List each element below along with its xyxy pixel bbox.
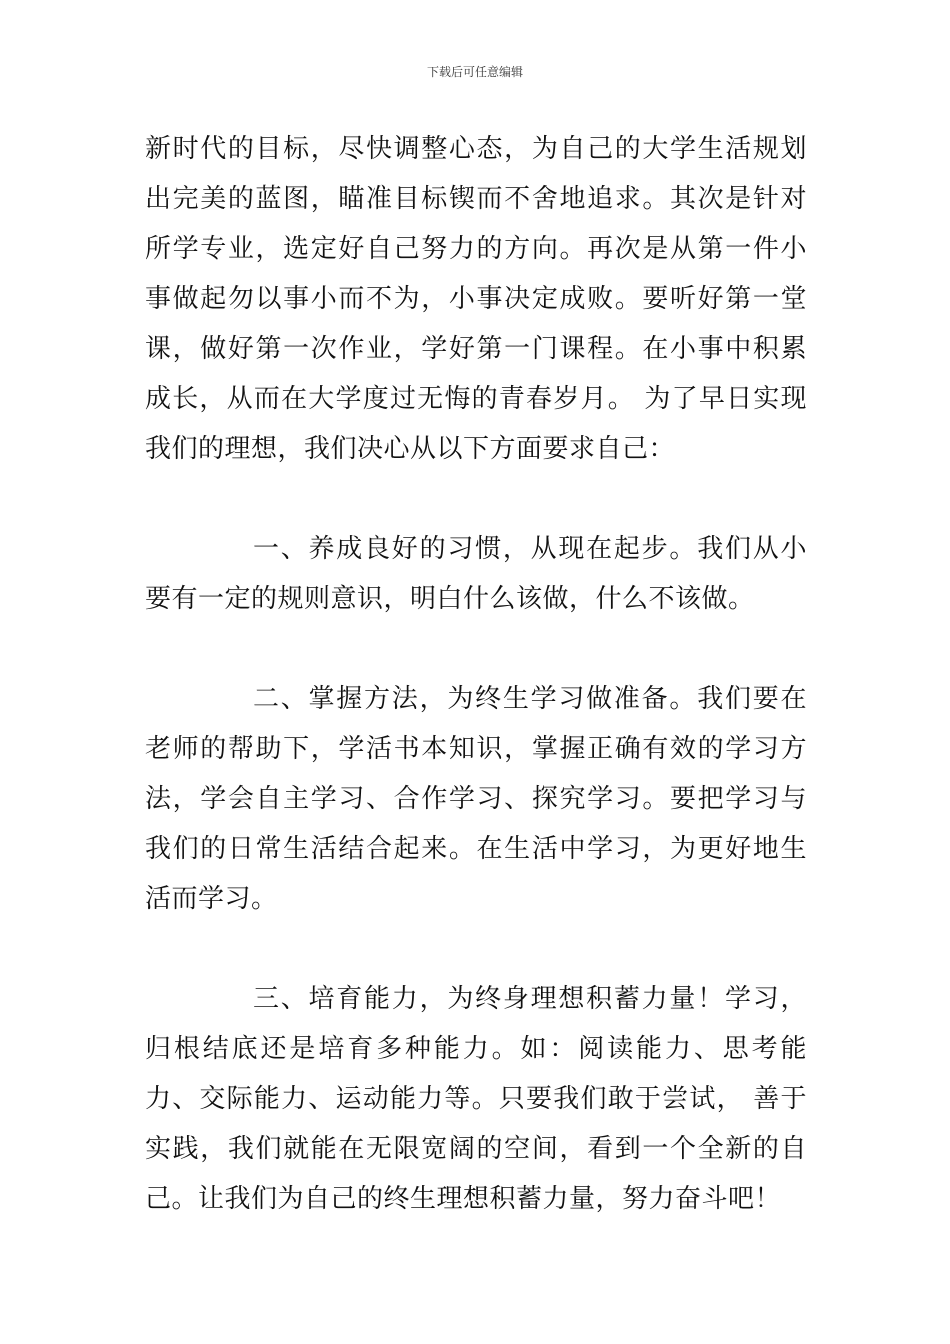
paragraph-point-three: 三、培育能力，为终身理想积蓄力量！学习，归根结底还是培育多种能力。如：阅读能力、思考能力、交际能力、运动能力等。只要我们敢于尝试， 善于实践，我们就能在无限宽阔的空间，看到一个全新的自己。让我们为自己的终生理想积蓄力量，努力奋斗吧！ xyxy=(145,984,807,1214)
page-header-note: 下载后可任意编辑 xyxy=(426,65,523,79)
paragraph-gap xyxy=(145,924,807,974)
paragraph-gap xyxy=(145,624,807,674)
document-body xyxy=(145,124,807,1224)
paragraph-point-two: 二、掌握方法，为终生学习做准备。我们要在老师的帮助下，学活书本知识，掌握正确有效的学习方法，学会自主学习、合作学习、探究学习。要把学习与我们的日常生活结合起来。在生活中学习，为更好地生活而学习。 xyxy=(145,684,807,914)
paragraph-point-one: 一、养成良好的习惯，从现在起步。我们从小要有一定的规则意识，明白什么该做，什么不该做。 xyxy=(145,534,807,614)
paragraph-gap xyxy=(145,474,807,524)
paragraph-intro: 新时代的目标，尽快调整心态，为自己的大学生活规划出完美的蓝图，瞄准目标锲而不舍地追求。其次是针对所学专业，选定好自己努力的方向。再次是从第一件小事做起勿以事小而不为，小事决定成败。要听好第一堂课，做好第一次作业，学好第一门课程。在小事中积累成长，从而在大学度过无悔的青春岁月。 为了早日实现我们的理想，我们决心从以下方面要求自己： xyxy=(145,134,807,464)
